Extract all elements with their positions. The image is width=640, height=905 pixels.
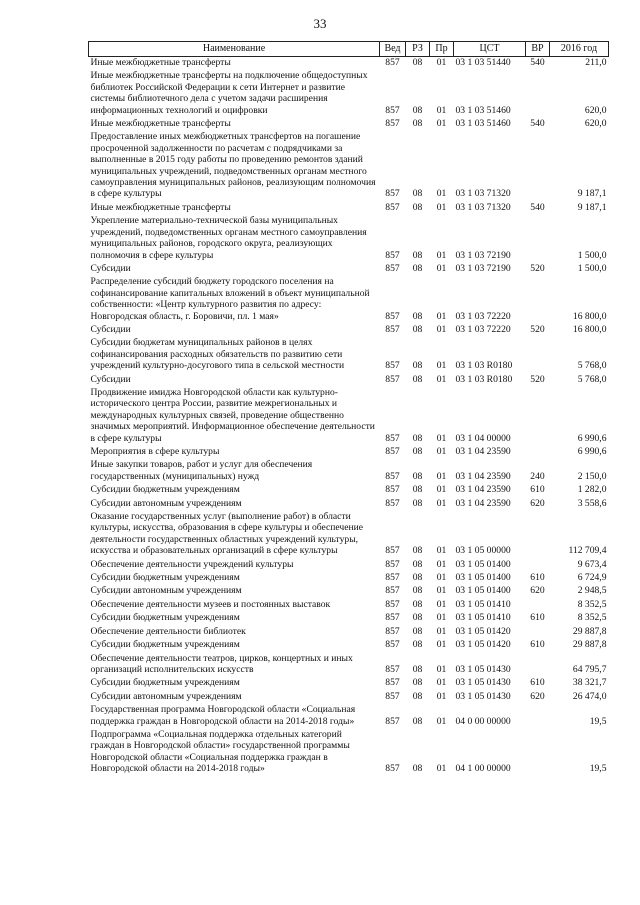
cell-cst: 03 1 05 01400 <box>455 572 511 584</box>
cell-ved: 857 <box>385 432 400 444</box>
cell-amount: 5 768,0 <box>577 373 607 385</box>
cell-rz: 08 <box>412 690 423 702</box>
cell-amount: 8 352,5 <box>577 598 607 610</box>
cell-pr: 01 <box>436 545 447 557</box>
cell-name: Иные межбюджетные трансферты на подключение общедоступных библиотек Российской Федерации к сети Интернет и развитие системы библиотечного дела с учетом задачи расширения информационных технологий и оцифровки <box>90 70 368 116</box>
cell-rz: 08 <box>412 104 423 116</box>
cell-pr: 01 <box>436 323 447 335</box>
cell-pr: 01 <box>436 585 447 597</box>
cell-rz: 08 <box>412 188 423 200</box>
cell-rz: 08 <box>412 715 423 727</box>
cell-ved: 857 <box>385 470 400 482</box>
table-row <box>89 131 609 201</box>
cell-rz: 08 <box>412 201 423 213</box>
table-row <box>89 276 609 324</box>
cell-ved: 857 <box>385 323 400 335</box>
cell-cst: 03 1 03 72220 <box>455 323 511 335</box>
cell-ved: 857 <box>385 446 400 457</box>
cell-cst: 03 1 03 51460 <box>455 104 511 116</box>
cell-cst: 03 1 03 72190 <box>455 262 511 274</box>
cell-cst: 03 1 03 51440 <box>455 57 511 68</box>
cell-pr: 01 <box>436 598 447 610</box>
cell-cst: 03 1 05 01410 <box>455 598 511 610</box>
cell-name: Обеспечение деятельности учреждений культуры <box>90 558 294 570</box>
cell-pr: 01 <box>436 497 447 509</box>
table-row <box>89 572 609 585</box>
table-row <box>89 704 609 729</box>
cell-amount: 2 948,5 <box>577 585 607 597</box>
cell-vr: 540 <box>530 201 545 213</box>
cell-cst: 03 1 03 R0180 <box>455 360 513 372</box>
cell-vr <box>526 729 550 777</box>
table-row <box>89 57 609 71</box>
cell-amount: 38 321,7 <box>572 677 607 689</box>
cell-ved: 857 <box>385 558 400 570</box>
cell-cst: 03 1 05 00000 <box>455 545 511 557</box>
cell-ved: 857 <box>385 663 400 675</box>
table-row <box>89 459 609 484</box>
table-row <box>89 324 609 337</box>
cell-ved: 857 <box>385 625 400 637</box>
cell-pr: 01 <box>436 625 447 637</box>
cell-amount: 1 500,0 <box>577 262 607 274</box>
table-row <box>89 639 609 652</box>
cell-name: Иные межбюджетные трансферты <box>90 201 231 213</box>
cell-pr: 01 <box>436 663 447 675</box>
cell-amount: 9 673,4 <box>577 558 607 570</box>
table-row <box>89 653 609 678</box>
cell-amount: 6 990,6 <box>577 446 607 457</box>
cell-amount: 19,5 <box>589 715 607 727</box>
cell-vr <box>526 70 550 118</box>
cell-cst: 03 1 04 23590 <box>455 497 511 509</box>
cell-rz: 08 <box>412 432 423 444</box>
cell-name: Субсидии бюджетным учреждениям <box>90 612 240 624</box>
cell-rz: 08 <box>412 249 423 261</box>
cell-amount: 6 724,9 <box>577 572 607 584</box>
cell-cst: 03 1 04 23590 <box>455 446 511 457</box>
cell-amount: 19,5 <box>589 763 607 775</box>
cell-pr: 01 <box>436 432 447 444</box>
cell-vr: 620 <box>530 585 545 597</box>
cell-amount: 9 187,1 <box>577 188 607 200</box>
cell-pr: 01 <box>436 57 447 68</box>
header-rz: РЗ <box>406 42 430 57</box>
cell-cst: 03 1 04 23590 <box>455 484 511 496</box>
cell-ved: 857 <box>385 690 400 702</box>
cell-name: Субсидии бюджетам муниципальных районов в целях софинансирования расходных обязательств по развитию сети учреждений культурно-досугового типа в сельской местности <box>90 337 345 372</box>
table-row <box>89 263 609 276</box>
cell-rz: 08 <box>412 57 423 68</box>
cell-vr: 610 <box>530 677 545 689</box>
cell-rz: 08 <box>412 360 423 372</box>
cell-cst: 03 1 03 R0180 <box>455 373 513 385</box>
cell-pr: 01 <box>436 639 447 651</box>
table-row <box>89 599 609 612</box>
cell-cst: 04 0 00 00000 <box>455 715 511 727</box>
cell-pr: 01 <box>436 715 447 727</box>
cell-ved: 857 <box>385 57 400 68</box>
cell-pr: 01 <box>436 572 447 584</box>
cell-name: Субсидии автономным учреждениям <box>90 585 242 597</box>
cell-pr: 01 <box>436 104 447 116</box>
cell-name: Укрепление материально-технической базы муниципальных учреждений, подведомственных органам местного самоуправления муниципальных районов, городского округа, реализующих полномочия в сфере культуры <box>90 215 367 261</box>
cell-rz: 08 <box>412 572 423 584</box>
cell-amount: 29 887,8 <box>572 625 607 637</box>
cell-vr: 240 <box>530 470 545 482</box>
cell-name: Субсидии <box>90 323 131 335</box>
header-row <box>89 42 609 57</box>
cell-amount: 620,0 <box>584 118 607 130</box>
cell-rz: 08 <box>412 545 423 557</box>
cell-ved: 857 <box>385 484 400 496</box>
cell-rz: 08 <box>412 497 423 509</box>
cell-vr: 610 <box>530 572 545 584</box>
cell-pr: 01 <box>436 677 447 689</box>
table-row <box>89 387 609 446</box>
cell-pr: 01 <box>436 310 447 322</box>
table-row <box>89 374 609 387</box>
cell-ved: 857 <box>385 262 400 274</box>
table-row <box>89 118 609 131</box>
table-row <box>89 446 609 459</box>
table-row <box>89 70 609 118</box>
cell-name: Субсидии бюджетным учреждениям <box>90 639 240 651</box>
cell-cst: 03 1 05 01430 <box>455 690 511 702</box>
cell-ved: 857 <box>385 188 400 200</box>
cell-cst: 03 1 03 71320 <box>455 201 511 213</box>
cell-name: Продвижение имиджа Новгородской области как культурно-исторического центра России, развитие межрегиональных и международных культурных связей, проведение общественно значимых мероприятий. Информационное обеспечение деятельности в сфере культуры <box>90 386 375 444</box>
cell-amount: 8 352,5 <box>577 612 607 624</box>
cell-ved: 857 <box>385 249 400 261</box>
cell-pr: 01 <box>436 249 447 261</box>
cell-pr: 01 <box>436 262 447 274</box>
cell-amount: 64 795,7 <box>572 663 607 675</box>
cell-cst: 03 1 05 01430 <box>455 677 511 689</box>
table-body <box>89 57 609 777</box>
cell-rz: 08 <box>412 118 423 130</box>
cell-ved: 857 <box>385 118 400 130</box>
cell-cst: 03 1 05 01430 <box>455 663 511 675</box>
cell-ved: 857 <box>385 360 400 372</box>
cell-name: Оказание государственных услуг (выполнение работ) в области культуры, искусства, образования в сфере культуры и обеспечение деятельности государственных областных учреждений культуры, искусства и образовательных организаций в сфере культуры <box>90 511 364 557</box>
cell-rz: 08 <box>412 470 423 482</box>
cell-name: Обеспечение деятельности театров, цирков, концертных и иных организаций исполнительских искусств <box>90 652 353 675</box>
cell-ved: 857 <box>385 763 400 775</box>
cell-name: Предоставление иных межбюджетных трансфертов на погашение просроченной задолженности по расчетам с подрядчиками за выполненные в 2015 году работы по проведению ремонтов зданий муниципальных учреждений, подведомственных органам местного самоуправления муниципальных районов, реализующим полномочия в сфере культуры <box>90 131 376 200</box>
cell-vr <box>526 511 550 559</box>
cell-amount: 6 990,6 <box>577 432 607 444</box>
cell-pr: 01 <box>436 118 447 130</box>
cell-vr: 620 <box>530 690 545 702</box>
cell-cst: 03 1 05 01400 <box>455 558 511 570</box>
cell-cst: 03 1 03 72220 <box>455 310 511 322</box>
cell-vr: 540 <box>530 118 545 130</box>
cell-vr <box>526 387 550 446</box>
cell-ved: 857 <box>385 585 400 597</box>
cell-pr: 01 <box>436 201 447 213</box>
cell-name: Субсидии автономным учреждениям <box>90 497 242 509</box>
budget-table <box>88 41 609 777</box>
cell-amount: 26 474,0 <box>572 690 607 702</box>
cell-vr: 610 <box>530 484 545 496</box>
table-row <box>89 626 609 639</box>
cell-amount: 211,0 <box>585 57 607 68</box>
cell-name: Субсидии <box>90 373 131 385</box>
cell-pr: 01 <box>436 373 447 385</box>
cell-ved: 857 <box>385 612 400 624</box>
cell-amount: 1 282,0 <box>577 484 607 496</box>
header-vr: ВР <box>526 42 550 57</box>
cell-cst: 03 1 04 23590 <box>455 470 511 482</box>
cell-rz: 08 <box>412 639 423 651</box>
cell-pr: 01 <box>436 558 447 570</box>
table-row <box>89 337 609 373</box>
cell-cst: 03 1 05 01410 <box>455 612 511 624</box>
cell-amount: 29 887,8 <box>572 639 607 651</box>
cell-vr: 610 <box>530 639 545 651</box>
cell-ved: 857 <box>385 572 400 584</box>
cell-rz: 08 <box>412 323 423 335</box>
cell-ved: 857 <box>385 598 400 610</box>
cell-vr: 620 <box>530 497 545 509</box>
cell-vr <box>526 704 550 729</box>
cell-name: Иные межбюджетные трансферты <box>90 118 231 130</box>
page-number: 33 <box>313 16 327 31</box>
cell-vr: 520 <box>530 323 545 335</box>
cell-rz: 08 <box>412 373 423 385</box>
cell-amount: 112 709,4 <box>568 545 607 557</box>
cell-cst: 03 1 03 71320 <box>455 188 511 200</box>
cell-ved: 857 <box>385 104 400 116</box>
cell-rz: 08 <box>412 763 423 775</box>
cell-rz: 08 <box>412 446 423 457</box>
cell-amount: 2 150,0 <box>577 470 607 482</box>
cell-pr: 01 <box>436 470 447 482</box>
cell-ved: 857 <box>385 201 400 213</box>
cell-rz: 08 <box>412 677 423 689</box>
cell-vr <box>526 653 550 678</box>
cell-name: Субсидии бюджетным учреждениям <box>90 677 240 689</box>
cell-pr: 01 <box>436 612 447 624</box>
cell-rz: 08 <box>412 625 423 637</box>
cell-vr <box>526 599 550 612</box>
cell-name: Обеспечение деятельности библиотек <box>90 625 246 637</box>
cell-name: Иные межбюджетные трансферты <box>90 57 231 68</box>
table-row <box>89 484 609 497</box>
cell-cst: 04 1 00 00000 <box>455 763 511 775</box>
header-amount: 2016 год <box>550 42 609 57</box>
cell-vr <box>526 131 550 201</box>
cell-pr: 01 <box>436 360 447 372</box>
cell-ved: 857 <box>385 373 400 385</box>
cell-rz: 08 <box>412 612 423 624</box>
cell-vr <box>526 276 550 324</box>
cell-amount: 1 500,0 <box>577 249 607 261</box>
cell-pr: 01 <box>436 690 447 702</box>
cell-cst: 03 1 05 01420 <box>455 639 511 651</box>
cell-name: Распределение субсидий бюджету городского поселения на софинансирование капитальных вложений в объект муниципальной собственности: «Центр культурного развития по адресу: Новгородская область, г. Боровичи, пл. 1 мая» <box>90 276 370 322</box>
header-pr: Пр <box>430 42 454 57</box>
cell-rz: 08 <box>412 262 423 274</box>
cell-name: Государственная программа Новгородской области «Социальная поддержка граждан в Новгородской области на 2014-2018 годы» <box>90 704 356 727</box>
cell-pr: 01 <box>436 188 447 200</box>
cell-name: Иные закупки товаров, работ и услуг для обеспечения государственных (муниципальных) нужд <box>90 459 313 482</box>
cell-pr: 01 <box>436 763 447 775</box>
table-row <box>89 498 609 511</box>
table-header <box>89 42 609 57</box>
cell-vr <box>526 337 550 373</box>
cell-vr <box>526 626 550 639</box>
table-row <box>89 677 609 690</box>
cell-ved: 857 <box>385 715 400 727</box>
cell-ved: 857 <box>385 310 400 322</box>
cell-amount: 5 768,0 <box>577 360 607 372</box>
cell-vr: 610 <box>530 612 545 624</box>
cell-name: Субсидии бюджетным учреждениям <box>90 572 240 584</box>
cell-pr: 01 <box>436 446 447 457</box>
cell-vr: 540 <box>530 57 545 68</box>
table-row <box>89 729 609 777</box>
cell-rz: 08 <box>412 484 423 496</box>
cell-name: Субсидии <box>90 262 131 274</box>
cell-vr <box>526 215 550 263</box>
cell-name: Субсидии автономным учреждениям <box>90 690 242 702</box>
cell-rz: 08 <box>412 558 423 570</box>
header-cst: ЦСТ <box>454 42 526 57</box>
header-name: Наименование <box>89 42 380 57</box>
cell-amount: 16 800,0 <box>572 323 607 335</box>
cell-rz: 08 <box>412 310 423 322</box>
cell-cst: 03 1 05 01400 <box>455 585 511 597</box>
cell-amount: 3 558,6 <box>577 497 607 509</box>
cell-amount: 16 800,0 <box>572 310 607 322</box>
cell-pr: 01 <box>436 484 447 496</box>
cell-vr: 520 <box>530 262 545 274</box>
cell-name: Мероприятия в сфере культуры <box>90 446 220 457</box>
cell-name: Обеспечение деятельности музеев и постоянных выставок <box>90 598 331 610</box>
cell-name: Субсидии бюджетным учреждениям <box>90 484 240 496</box>
cell-vr: 520 <box>530 373 545 385</box>
cell-cst: 03 1 04 00000 <box>455 432 511 444</box>
cell-ved: 857 <box>385 545 400 557</box>
cell-rz: 08 <box>412 585 423 597</box>
cell-vr <box>526 446 550 459</box>
cell-rz: 08 <box>412 598 423 610</box>
cell-amount: 620,0 <box>584 104 607 116</box>
cell-name: Подпрограмма «Социальная поддержка отдельных категорий граждан в Новгородской области» государственной программы Новгородской области «Социальная поддержка граждан в Новгородской области на 2014-2018 годы» <box>90 728 350 775</box>
cell-rz: 08 <box>412 663 423 675</box>
cell-vr <box>526 559 550 572</box>
table-row <box>89 612 609 625</box>
table-row <box>89 202 609 215</box>
cell-cst: 03 1 03 72190 <box>455 249 511 261</box>
table-row <box>89 585 609 598</box>
table-row <box>89 215 609 263</box>
cell-ved: 857 <box>385 677 400 689</box>
cell-cst: 03 1 05 01420 <box>455 625 511 637</box>
cell-amount: 9 187,1 <box>577 201 607 213</box>
table-row <box>89 691 609 704</box>
cell-ved: 857 <box>385 497 400 509</box>
header-ved: Вед <box>380 42 406 57</box>
cell-ved: 857 <box>385 639 400 651</box>
table-row <box>89 511 609 559</box>
table-row <box>89 559 609 572</box>
cell-cst: 03 1 03 51460 <box>455 118 511 130</box>
